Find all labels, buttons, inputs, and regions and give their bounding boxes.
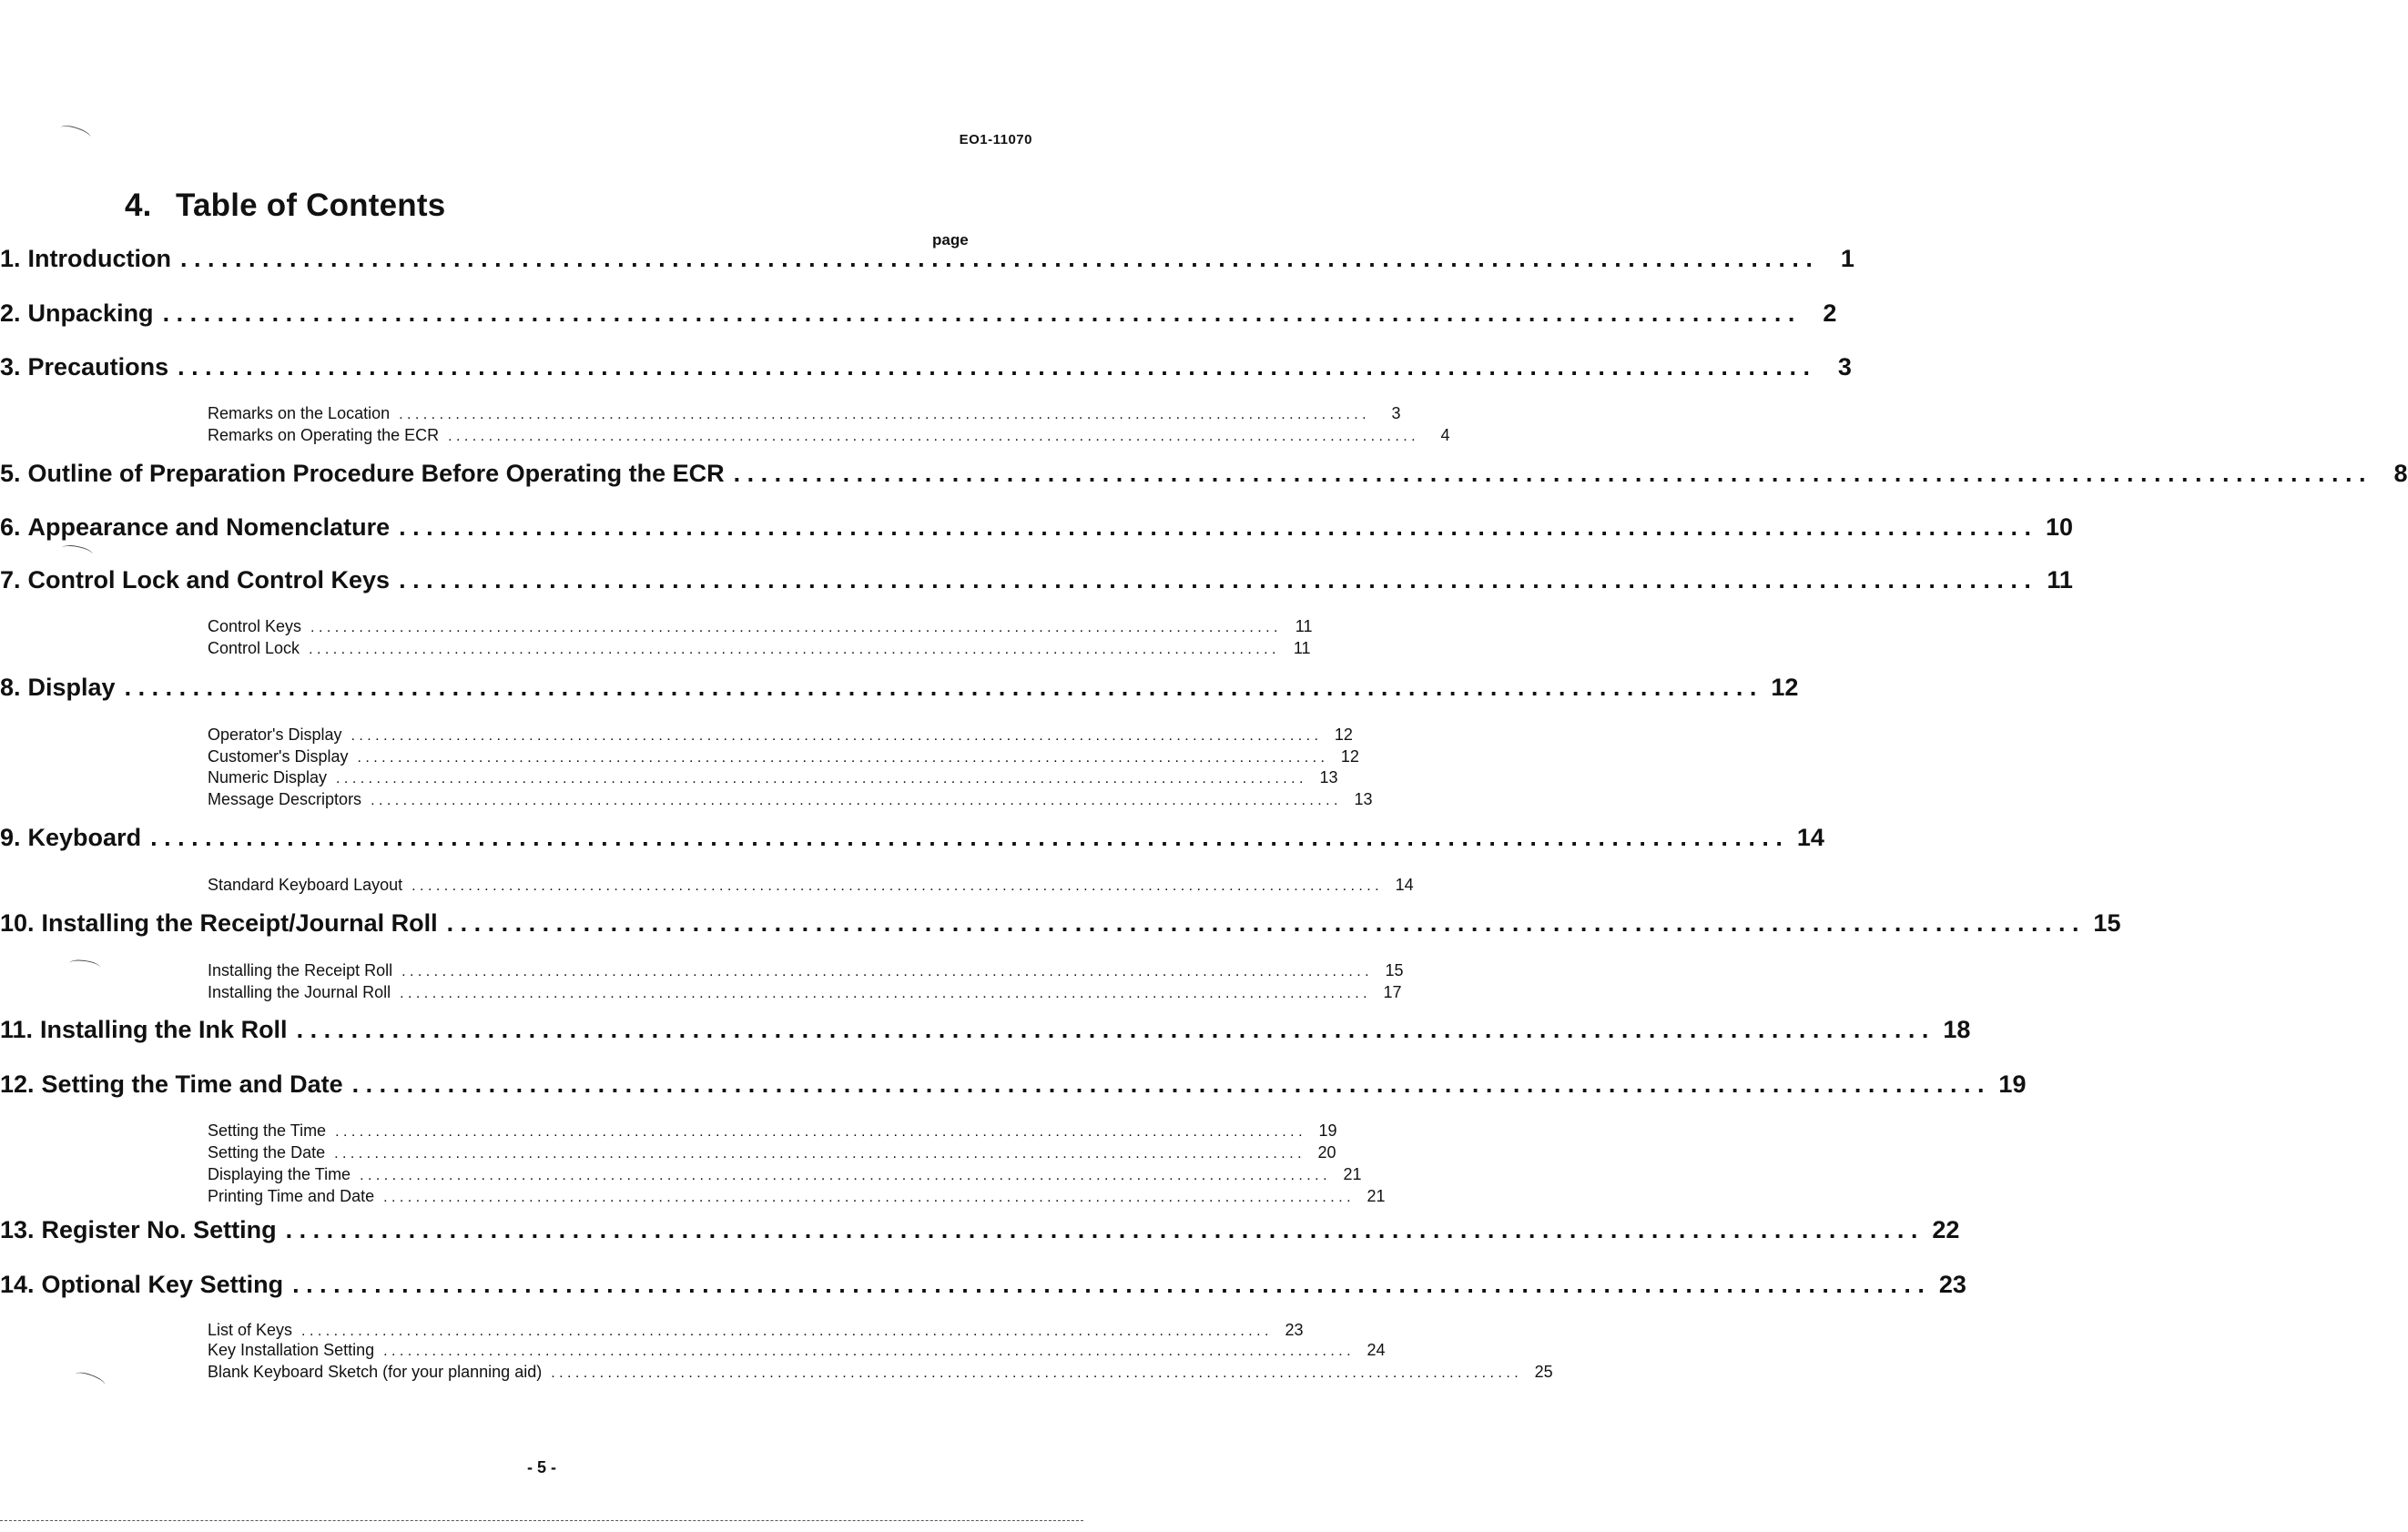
toc-entry: [0, 790, 1373, 812]
toc-entry-title: Message Descriptors: [208, 790, 362, 808]
dot-leader: . . . . . . . . . . . . . . . . . . . . . . . . . . . . . . . . . . . . . . . . . . . . . . . . . . . . . . . . . . . . . . . . . . . . . . . . . . . . . . . . . . . . . . . . . . . . . . . . . . . . . . . . . . . . . . . . . . . . . . . .: [334, 1146, 1302, 1162]
toc-entry-page: 14: [1395, 876, 1414, 894]
toc-entry: [0, 747, 1359, 769]
toc-entry-page: 13: [1319, 768, 1338, 786]
dot-leader: . . . . . . . . . . . . . . . . . . . . . . . . . . . . . . . . . . . . . . . . . . . . . . . . . . . . . . . . . . . . . . . . . . . . . . . . . . . . . . . . . . . . . . . . . . . . . . . . . . . . . . . . . . . . . . . . . . . . . . . .: [446, 909, 2079, 937]
toc-entry-title: Displaying the Time: [208, 1165, 351, 1183]
toc-entry: [0, 983, 1402, 1005]
toc-entry-title: Remarks on Operating the ECR: [208, 426, 440, 444]
dot-leader: . . . . . . . . . . . . . . . . . . . . . . . . . . . . . . . . . . . . . . . . . . . . . . . . . . . . . . . . . . . . . . . . . . . . . . . . . . . . . . . . . . . . . . . . . . . . . . . . . . . . . . . . . . . . . . . . . . . . . . . .: [150, 824, 1783, 851]
toc-entry-title: Key Installation Setting: [208, 1341, 375, 1359]
toc-entry-title: Installing the Ink Roll: [40, 1016, 288, 1043]
toc-entry-number: 5.: [0, 460, 21, 487]
toc-entry-number: 3.: [0, 353, 21, 380]
dot-leader: . . . . . . . . . . . . . . . . . . . . . . . . . . . . . . . . . . . . . . . . . . . . . . . . . . . . . . . . . . . . . . . . . . . . . . . . . . . . . . . . . . . . . . . . . . . . . . . . . . . . . . . . . . . . . . . . . . . . . . . .: [335, 1124, 1303, 1140]
toc-entry-page: 11: [1295, 617, 1313, 635]
toc-entry-page: 10: [2045, 513, 2074, 541]
toc-entry-page: 19: [1318, 1121, 1337, 1140]
toc-entry-title: Control Lock: [208, 639, 300, 657]
toc-entry: [0, 1070, 2027, 1101]
dot-leader: . . . . . . . . . . . . . . . . . . . . . . . . . . . . . . . . . . . . . . . . . . . . . . . . . . . . . . . . . . . . . . . . . . . . . . . . . . . . . . . . . . . . . . . . . . . . . . . . . . . . . . . . . . . . . . . . . . . . . . . .: [162, 299, 1795, 327]
toc-entry-title: Operator's Display: [208, 725, 342, 744]
toc-entry: [0, 460, 2408, 491]
dot-leader: . . . . . . . . . . . . . . . . . . . . . . . . . . . . . . . . . . . . . . . . . . . . . . . . . . . . . . . . . . . . . . . . . . . . . . . . . . . . . . . . . . . . . . . . . . . . . . . . . . . . . . . . . . . . . . . . . . . . . . . .: [301, 1324, 1269, 1339]
toc-entry-number: 10.: [0, 909, 35, 937]
toc-entry-page: 11: [2047, 566, 2073, 594]
dot-leader: . . . . . . . . . . . . . . . . . . . . . . . . . . . . . . . . . . . . . . . . . . . . . . . . . . . . . . . . . . . . . . . . . . . . . . . . . . . . . . . . . . . . . . . . . . . . . . . . . . . . . . . . . . . . . . . . . . . . . . . .: [401, 964, 1369, 979]
toc-entry-page: 11: [1293, 639, 1311, 657]
toc-entry: [0, 1016, 1971, 1047]
toc-entry-title: Setting the Date: [208, 1143, 326, 1162]
toc-entry: [0, 1165, 1362, 1187]
page-title-text: Table of Contents: [176, 188, 446, 223]
toc-entry-page: 25: [1534, 1363, 1553, 1381]
toc-entry-title: Control Keys: [208, 617, 302, 635]
toc-entry-number: 12.: [0, 1070, 35, 1098]
toc-entry: [0, 961, 1404, 983]
toc-entry: [0, 768, 1338, 790]
toc-entry-number: 1.: [0, 245, 21, 272]
toc-entry-title: Installing the Journal Roll: [208, 983, 391, 1001]
toc-entry: [0, 245, 1854, 276]
toc-entry: [0, 1321, 1304, 1343]
toc-entry: [0, 617, 1313, 639]
toc-entry-title: Appearance and Nomenclature: [27, 513, 391, 541]
toc-entry-title: Optional Key Setting: [41, 1271, 284, 1298]
toc-entry: [0, 404, 1401, 426]
toc-entry-page: 3: [1837, 353, 1852, 380]
toc-entry-title: Remarks on the Location: [208, 404, 391, 422]
dot-leader: . . . . . . . . . . . . . . . . . . . . . . . . . . . . . . . . . . . . . . . . . . . . . . . . . . . . . . . . . . . . . . . . . . . . . . . . . . . . . . . . . . . . . . . . . . . . . . . . . . . . . . . . . . . . . . . . . . . . . . . .: [733, 460, 2366, 487]
toc-entry-title: Precautions: [27, 353, 169, 380]
toc-entry-number: 11.: [0, 1016, 34, 1043]
toc-entry-title: Printing Time and Date: [208, 1187, 375, 1205]
toc-entry: [0, 1341, 1386, 1363]
toc-entry-title: Blank Keyboard Sketch (for your planning aid): [208, 1363, 543, 1381]
toc-entry-page: 15: [2093, 909, 2121, 937]
toc-entry: [0, 725, 1353, 747]
dot-leader: . . . . . . . . . . . . . . . . . . . . . . . . . . . . . . . . . . . . . . . . . . . . . . . . . . . . . . . . . . . . . . . . . . . . . . . . . . . . . . . . . . . . . . . . . . . . . . . . . . . . . . . . . . . . . . . . . . . . . . . .: [383, 1344, 1351, 1359]
toc-entry: [0, 674, 1799, 705]
toc-entry-title: Setting the Time: [208, 1121, 327, 1140]
toc-entry-number: 14.: [0, 1271, 35, 1298]
toc-entry: [0, 513, 2074, 544]
dot-leader: . . . . . . . . . . . . . . . . . . . . . . . . . . . . . . . . . . . . . . . . . . . . . . . . . . . . . . . . . . . . . . . . . . . . . . . . . . . . . . . . . . . . . . . . . . . . . . . . . . . . . . . . . . . . . . . . . . . . . . . .: [292, 1271, 1925, 1298]
toc-entry-page: 12: [1340, 747, 1359, 766]
toc-entry-page: 1: [1840, 245, 1854, 272]
dot-leader: . . . . . . . . . . . . . . . . . . . . . . . . . . . . . . . . . . . . . . . . . . . . . . . . . . . . . . . . . . . . . . . . . . . . . . . . . . . . . . . . . . . . . . . . . . . . . . . . . . . . . . . . . . . . . . . . . . . . . . . .: [400, 986, 1367, 1001]
toc-entry-title: Keyboard: [27, 824, 142, 851]
toc-entry-page: 4: [1440, 426, 1450, 444]
toc-entry-title: Register No. Setting: [41, 1216, 277, 1243]
dot-leader: . . . . . . . . . . . . . . . . . . . . . . . . . . . . . . . . . . . . . . . . . . . . . . . . . . . . . . . . . . . . . . . . . . . . . . . . . . . . . . . . . . . . . . . . . . . . . . . . . . . . . . . . . . . . . . . . . . . . . . . .: [310, 620, 1278, 635]
scan-artifact: [59, 123, 92, 142]
toc-entry-page: 12: [1334, 725, 1353, 744]
dot-leader: . . . . . . . . . . . . . . . . . . . . . . . . . . . . . . . . . . . . . . . . . . . . . . . . . . . . . . . . . . . . . . . . . . . . . . . . . . . . . . . . . . . . . . . . . . . . . . . . . . . . . . . . . . . . . . . . . . . . . . . .: [351, 728, 1318, 744]
toc-entry: [0, 1363, 1553, 1385]
toc-entry-page: 24: [1367, 1341, 1386, 1359]
toc-entry-title: Standard Keyboard Layout: [208, 876, 403, 894]
toc-entry-number: 9.: [0, 824, 21, 851]
toc-entry: [0, 824, 1824, 855]
toc-entry-page: 2: [1823, 299, 1837, 327]
toc-entry-title: Installing the Receipt/Journal Roll: [41, 909, 438, 937]
toc-entry: [0, 1216, 1960, 1247]
toc-entry: [0, 876, 1414, 898]
toc-entry-number: 8.: [0, 674, 21, 701]
dot-leader: . . . . . . . . . . . . . . . . . . . . . . . . . . . . . . . . . . . . . . . . . . . . . . . . . . . . . . . . . . . . . . . . . . . . . . . . . . . . . . . . . . . . . . . . . . . . . . . . . . . . . . . . . . . . . . . . . . . . . . . .: [178, 353, 1810, 380]
dot-leader: . . . . . . . . . . . . . . . . . . . . . . . . . . . . . . . . . . . . . . . . . . . . . . . . . . . . . . . . . . . . . . . . . . . . . . . . . . . . . . . . . . . . . . . . . . . . . . . . . . . . . . . . . . . . . . . . . . . . . . . .: [360, 1168, 1327, 1183]
toc-entry-title: Outline of Preparation Procedure Before Operating the ECR: [27, 460, 725, 487]
toc-entry-page: 14: [1796, 824, 1824, 851]
dot-leader: . . . . . . . . . . . . . . . . . . . . . . . . . . . . . . . . . . . . . . . . . . . . . . . . . . . . . . . . . . . . . . . . . . . . . . . . . . . . . . . . . . . . . . . . . . . . . . . . . . . . . . . . . . . . . . . . . . . . . . . .: [351, 1070, 1985, 1098]
toc-entry-page: 12: [1771, 674, 1799, 701]
toc-entry-title: Control Lock and Control Keys: [27, 566, 391, 594]
toc-entry: [0, 1187, 1386, 1209]
toc-entry-title: Setting the Time and Date: [41, 1070, 343, 1098]
dot-leader: . . . . . . . . . . . . . . . . . . . . . . . . . . . . . . . . . . . . . . . . . . . . . . . . . . . . . . . . . . . . . . . . . . . . . . . . . . . . . . . . . . . . . . . . . . . . . . . . . . . . . . . . . . . . . . . . . . . . . . . .: [296, 1016, 1929, 1043]
toc-entry: [0, 299, 1837, 330]
toc-entry: [0, 1143, 1336, 1165]
dot-leader: . . . . . . . . . . . . . . . . . . . . . . . . . . . . . . . . . . . . . . . . . . . . . . . . . . . . . . . . . . . . . . . . . . . . . . . . . . . . . . . . . . . . . . . . . . . . . . . . . . . . . . . . . . . . . . . . . . . . . . . .: [336, 771, 1304, 786]
toc-entry: [0, 1121, 1337, 1143]
toc-entry-title: Installing the Receipt Roll: [208, 961, 393, 979]
toc-entry: [0, 566, 2073, 597]
dot-leader: . . . . . . . . . . . . . . . . . . . . . . . . . . . . . . . . . . . . . . . . . . . . . . . . . . . . . . . . . . . . . . . . . . . . . . . . . . . . . . . . . . . . . . . . . . . . . . . . . . . . . . . . . . . . . . . . . . . . . . . .: [448, 429, 1416, 444]
dot-leader: . . . . . . . . . . . . . . . . . . . . . . . . . . . . . . . . . . . . . . . . . . . . . . . . . . . . . . . . . . . . . . . . . . . . . . . . . . . . . . . . . . . . . . . . . . . . . . . . . . . . . . . . . . . . . . . . . . . . . . . .: [399, 407, 1367, 422]
toc-entry-page: 20: [1317, 1143, 1336, 1162]
dot-leader: . . . . . . . . . . . . . . . . . . . . . . . . . . . . . . . . . . . . . . . . . . . . . . . . . . . . . . . . . . . . . . . . . . . . . . . . . . . . . . . . . . . . . . . . . . . . . . . . . . . . . . . . . . . . . . . . . . . . . . . .: [551, 1365, 1519, 1381]
toc-entry-page: 8: [2393, 460, 2408, 487]
document-id: EO1-11070: [959, 132, 1032, 147]
toc-entry: [0, 426, 1450, 448]
dot-leader: . . . . . . . . . . . . . . . . . . . . . . . . . . . . . . . . . . . . . . . . . . . . . . . . . . . . . . . . . . . . . . . . . . . . . . . . . . . . . . . . . . . . . . . . . . . . . . . . . . . . . . . . . . . . . . . . . . . . . . . .: [371, 793, 1338, 808]
toc-entry-page: 21: [1343, 1165, 1362, 1183]
toc-entry-page: 3: [1391, 404, 1401, 422]
toc-entry-page: 23: [1938, 1271, 1966, 1298]
page-title-number: 4.: [125, 188, 152, 223]
toc-entry: [0, 639, 1311, 661]
toc-entry-number: 7.: [0, 566, 21, 594]
bottom-rule: [0, 1520, 1083, 1521]
page-title: [125, 188, 445, 224]
scan-artifact: [61, 543, 94, 560]
dot-leader: . . . . . . . . . . . . . . . . . . . . . . . . . . . . . . . . . . . . . . . . . . . . . . . . . . . . . . . . . . . . . . . . . . . . . . . . . . . . . . . . . . . . . . . . . . . . . . . . . . . . . . . . . . . . . . . . . . . . . . . .: [399, 566, 2031, 594]
page-number-footer: - 5 -: [526, 1458, 556, 1476]
dot-leader: . . . . . . . . . . . . . . . . . . . . . . . . . . . . . . . . . . . . . . . . . . . . . . . . . . . . . . . . . . . . . . . . . . . . . . . . . . . . . . . . . . . . . . . . . . . . . . . . . . . . . . . . . . . . . . . . . . . . . . . .: [357, 750, 1325, 766]
toc-entry-number: 6.: [0, 513, 21, 541]
toc-entry-title: Display: [27, 674, 116, 701]
toc-entry: [0, 353, 1852, 384]
toc-entry-page: 18: [1943, 1016, 1971, 1043]
dot-leader: . . . . . . . . . . . . . . . . . . . . . . . . . . . . . . . . . . . . . . . . . . . . . . . . . . . . . . . . . . . . . . . . . . . . . . . . . . . . . . . . . . . . . . . . . . . . . . . . . . . . . . . . . . . . . . . . . . . . . . . .: [309, 642, 1276, 657]
toc-entry: [0, 909, 2121, 940]
toc-entry-page: 13: [1354, 790, 1373, 808]
toc-entry-page: 23: [1285, 1321, 1304, 1339]
toc-entry-number: 2.: [0, 299, 21, 327]
toc-entry-number: 13.: [0, 1216, 35, 1243]
dot-leader: . . . . . . . . . . . . . . . . . . . . . . . . . . . . . . . . . . . . . . . . . . . . . . . . . . . . . . . . . . . . . . . . . . . . . . . . . . . . . . . . . . . . . . . . . . . . . . . . . . . . . . . . . . . . . . . . . . . . . . . .: [180, 245, 1813, 272]
toc-entry-title: Customer's Display: [208, 747, 349, 766]
dot-leader: . . . . . . . . . . . . . . . . . . . . . . . . . . . . . . . . . . . . . . . . . . . . . . . . . . . . . . . . . . . . . . . . . . . . . . . . . . . . . . . . . . . . . . . . . . . . . . . . . . . . . . . . . . . . . . . . . . . . . . . .: [399, 513, 2032, 541]
dot-leader: . . . . . . . . . . . . . . . . . . . . . . . . . . . . . . . . . . . . . . . . . . . . . . . . . . . . . . . . . . . . . . . . . . . . . . . . . . . . . . . . . . . . . . . . . . . . . . . . . . . . . . . . . . . . . . . . . . . . . . . .: [285, 1216, 1918, 1243]
toc-entry-title: Unpacking: [27, 299, 154, 327]
toc-entry: [0, 1271, 1966, 1302]
toc-entry-page: 22: [1932, 1216, 1960, 1243]
toc-entry-page: 15: [1385, 961, 1404, 979]
toc-entry-page: 17: [1383, 983, 1402, 1001]
toc-entry-title: List of Keys: [208, 1321, 293, 1339]
dot-leader: . . . . . . . . . . . . . . . . . . . . . . . . . . . . . . . . . . . . . . . . . . . . . . . . . . . . . . . . . . . . . . . . . . . . . . . . . . . . . . . . . . . . . . . . . . . . . . . . . . . . . . . . . . . . . . . . . . . . . . . .: [124, 674, 1757, 701]
toc-entry-title: Numeric Display: [208, 768, 328, 786]
toc-entry-title: Introduction: [27, 245, 171, 272]
dot-leader: . . . . . . . . . . . . . . . . . . . . . . . . . . . . . . . . . . . . . . . . . . . . . . . . . . . . . . . . . . . . . . . . . . . . . . . . . . . . . . . . . . . . . . . . . . . . . . . . . . . . . . . . . . . . . . . . . . . . . . . .: [383, 1190, 1351, 1205]
toc-entry-page: 19: [1998, 1070, 2027, 1098]
dot-leader: . . . . . . . . . . . . . . . . . . . . . . . . . . . . . . . . . . . . . . . . . . . . . . . . . . . . . . . . . . . . . . . . . . . . . . . . . . . . . . . . . . . . . . . . . . . . . . . . . . . . . . . . . . . . . . . . . . . . . . . .: [411, 878, 1379, 894]
toc-entry-page: 21: [1367, 1187, 1386, 1205]
page-column-label: page: [932, 231, 969, 249]
